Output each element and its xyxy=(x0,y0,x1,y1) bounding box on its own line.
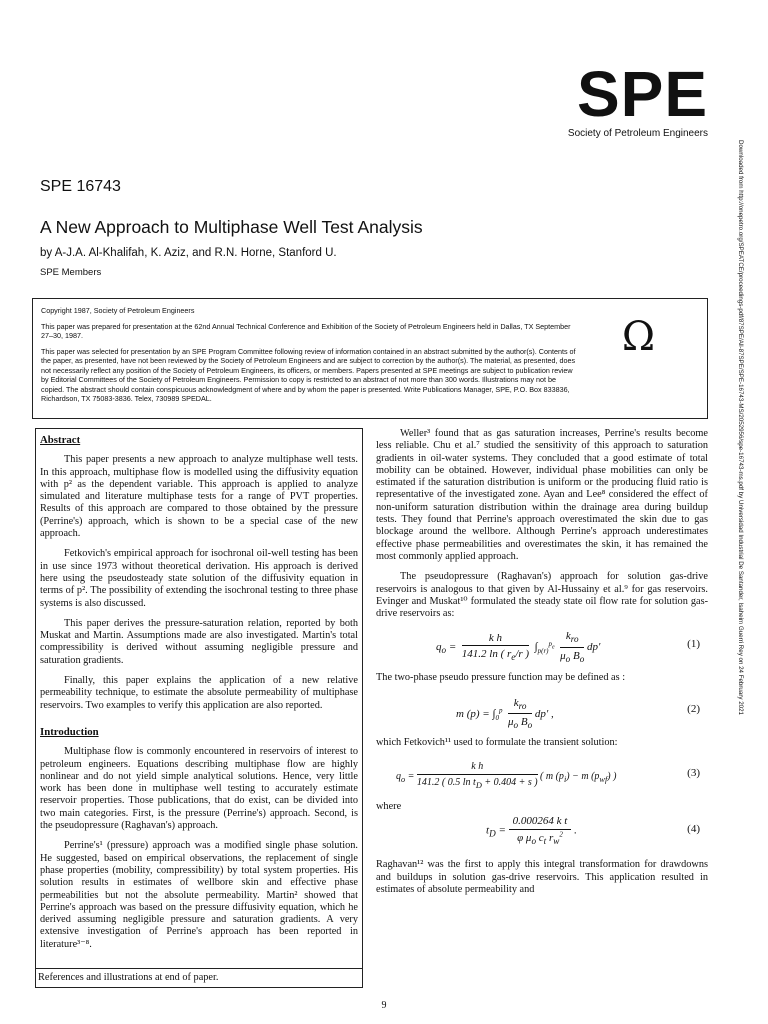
copyright-box xyxy=(32,298,708,419)
page-number: 9 xyxy=(381,1000,387,1011)
download-sidebar-note xyxy=(732,140,746,900)
where-label: where xyxy=(376,801,402,813)
body-paragraph-fetkovich: which Fetkovich¹¹ used to formulate the transient solution: xyxy=(376,736,618,748)
equation-number: (4) xyxy=(687,823,700,836)
abstract-paragraph-2: Fetkovich's empirical approach for isochronal oil-well testing has been in use since 1973 without theoretical derivation. His approach is derived here using the pseudosteady state solution of the diffusivity equation in terms of p². The possibility of extending the isochronal testing to three phase systems is also discussed. xyxy=(40,548,358,609)
introduction-paragraph-1: Multiphase flow is commonly encountered in reservoirs of interest to petroleum engineers. Equations describing multiphase flow are highly nonlinear and do not yield simple analytical solutions. Hence, very little work has been done in multiphase well testing to accurately estimate reservoir properties. Those publications, that do exist, can be divided into two main categories. First, is the pressure (Perrine's) approach. Second, is the pseudopressure (Raghavan's) approach. xyxy=(40,746,358,832)
membership-line: SPE Members xyxy=(40,267,102,278)
abstract-heading: Abstract xyxy=(40,434,81,446)
right-column xyxy=(376,428,708,896)
logo-text: SPE xyxy=(576,58,708,130)
equation-1: $q_o$ = $\frac{\text{k h}}{141.2 \ln ( r_e/r )}$ $\int_{p(r)}^{p_e}$ $\frac{k_{ro}}{\mu_o B_o}$ dp′ (1) xyxy=(436,630,700,665)
equation-4: $t_D$ = $\frac{\text{0.000264 k t}}{\varphi \mu_o c_t r_w^2}$ . (4) xyxy=(486,815,700,846)
introduction-heading: Introduction xyxy=(40,725,99,738)
paper-title: A New Approach to Multiphase Well Test Analysis xyxy=(40,217,423,237)
body-paragraph-raghavan: Raghavan¹² was the first to apply this integral transformation for drawdowns and buildups in solution gas-drive reservoirs. This application resulted in estimates of absolute permeability and xyxy=(376,859,708,895)
references-note: References and illustrations at end of paper. xyxy=(36,968,362,984)
abstract-paragraph-1: This paper presents a new approach to analyze multiphase well tests. In this approach, multiphase flow is modelled using the diffusivity equation with p² as the dependent variable. This approach is applied to analyze simulated and literature multiphase tests for a range of PVT properties. Results of this approach are compared to those obtained by the pressure (Perrine's) approach, which is shown to be a special case of the new approach. xyxy=(40,454,358,540)
equation-2: m $(p) = \int_0^p$ $\frac{k_{ro}}{\mu_o B_o}$ dp′ , (2) xyxy=(456,696,700,731)
equation-number: (1) xyxy=(687,638,700,651)
introduction-paragraph-2: Perrine's¹ (pressure) approach was a modified single phase solution. He suggested, based on empirical observations, the replacement of single phase properties (mobility, compressibility) by total system properties. His solution results in estimates of wellbore skin and effective phase permeabilities but not the absolute permeability. Martin² showed that Perrine's approach was based on the pressure diffusivity equation, which he derived assuming negligible pressure and saturation gradients. A very extensive investigation of Perrine's approach has been reported in literature³⁻⁸. xyxy=(40,840,358,950)
authors: by A-J.A. Al-Khalifah, K. Aziz, and R.N. Horne, Stanford U. xyxy=(40,247,337,259)
body-paragraph-weller: Weller³ found that as gas saturation increases, Perrine's results become less reliable. Chu et al.⁷ studied the sensitivity of this approach to saturation gradients in oil-water systems. They concluded that a good estimate of total mobility can be obtained. However, individual phase mobilities can only be estimated if the saturation distribution is uniform or the producing fluid ratio is representative of the investigated zone. Ayan and Lee⁸ considered the effect of non-uniform saturation distribution within the drainage area during buildup tests. They found that Perrine's approach overestimated the skin due to gas blockage around the wellbore. Although Perrine's approach underestimates effective phase permeabilities and overestimates the skin, it has remained the most commonly applied approach. xyxy=(376,428,708,562)
abstract-paragraph-4: Finally, this paper explains the application of a new relative permeability technique, to estimate the absolute permeability of multiphase reservoirs. Two examples to verify this application are also reported. xyxy=(40,675,358,711)
body-paragraph-pseudopressure: The pseudopressure (Raghavan's) approach for solution gas-drive reservoirs is analogous to that given by Al-Hussainy et al.⁹ for gas reservoirs. Evinger and Muskat¹⁰ formulated the steady state oil flow rate for solution gas-drive reservoirs as: xyxy=(376,571,708,620)
selection-notice: This paper was selected for presentation by an SPE Program Committee following review of information contained in an abstract submitted by the author(s). Contents of the paper, as presented, have not been reviewed by the Society of Petroleum Engineers and are subject to correction by the author(s). The material, as presented, does not necessarily reflect any position of the Society of Petroleum Engineers, its officers, or members. Papers presented at SPE meetings are subject to publication review by Editorial Committees of the Society of Petroleum Engineers. Permission to copy is restricted to an abstract of not more than 300 words. Illustrations may not be copied. The abstract should contain conspicuous acknowledgment of where and by whom the paper is presented. Write Publications Manager, SPE, P.O. Box 833836, Richardson, TX 75083-3836. Telex, 730989 SPEDAL. xyxy=(41,346,576,403)
equation-3: $q_o$ = $\frac{\text{k h}}{141.2 ( 0.5 \ln t_D + 0.404 + s )}$ ( m $(p_i) - m$ $(p_{wf})$ ) (3) xyxy=(396,761,700,791)
paper-number: SPE 16743 xyxy=(40,178,121,195)
copyright-line: Copyright 1987, Society of Petroleum Engineers xyxy=(41,306,195,315)
abstract-paragraph-3: This paper derives the pressure-saturation relation, reported by both Muskat and Martin. Assumptions made are also investigated. Martin's total compressibility is derived without assuming negligible pressure and saturation gradients. xyxy=(40,617,358,666)
omega-symbol: Ω xyxy=(621,314,655,360)
left-column xyxy=(35,428,363,988)
equation-number: (2) xyxy=(687,702,700,715)
body-paragraph-pseudo-pressure-def: The two-phase pseudo pressure function may be defined as : xyxy=(376,672,626,684)
equation-number: (3) xyxy=(687,767,700,780)
presentation-line: This paper was prepared for presentation at the 62nd Annual Technical Conference and Exhibition of the Society of Petroleum Engineers held in Dallas, TX September 27–30, 1987. xyxy=(41,321,571,340)
spe-logo xyxy=(548,58,708,139)
logo-subtitle: Society of Petroleum Engineers xyxy=(567,128,708,139)
download-note-text: Downloaded from http://onepetro.org/SPEATCE/proceedings-pdf/87SPE/All-87SPE/SPE-16743-MS/2052956/spe-16743-ms.pdf by Universidad Industrial De Santander, Isaheim Guerri Rey on 24 February 2021 xyxy=(737,140,744,715)
